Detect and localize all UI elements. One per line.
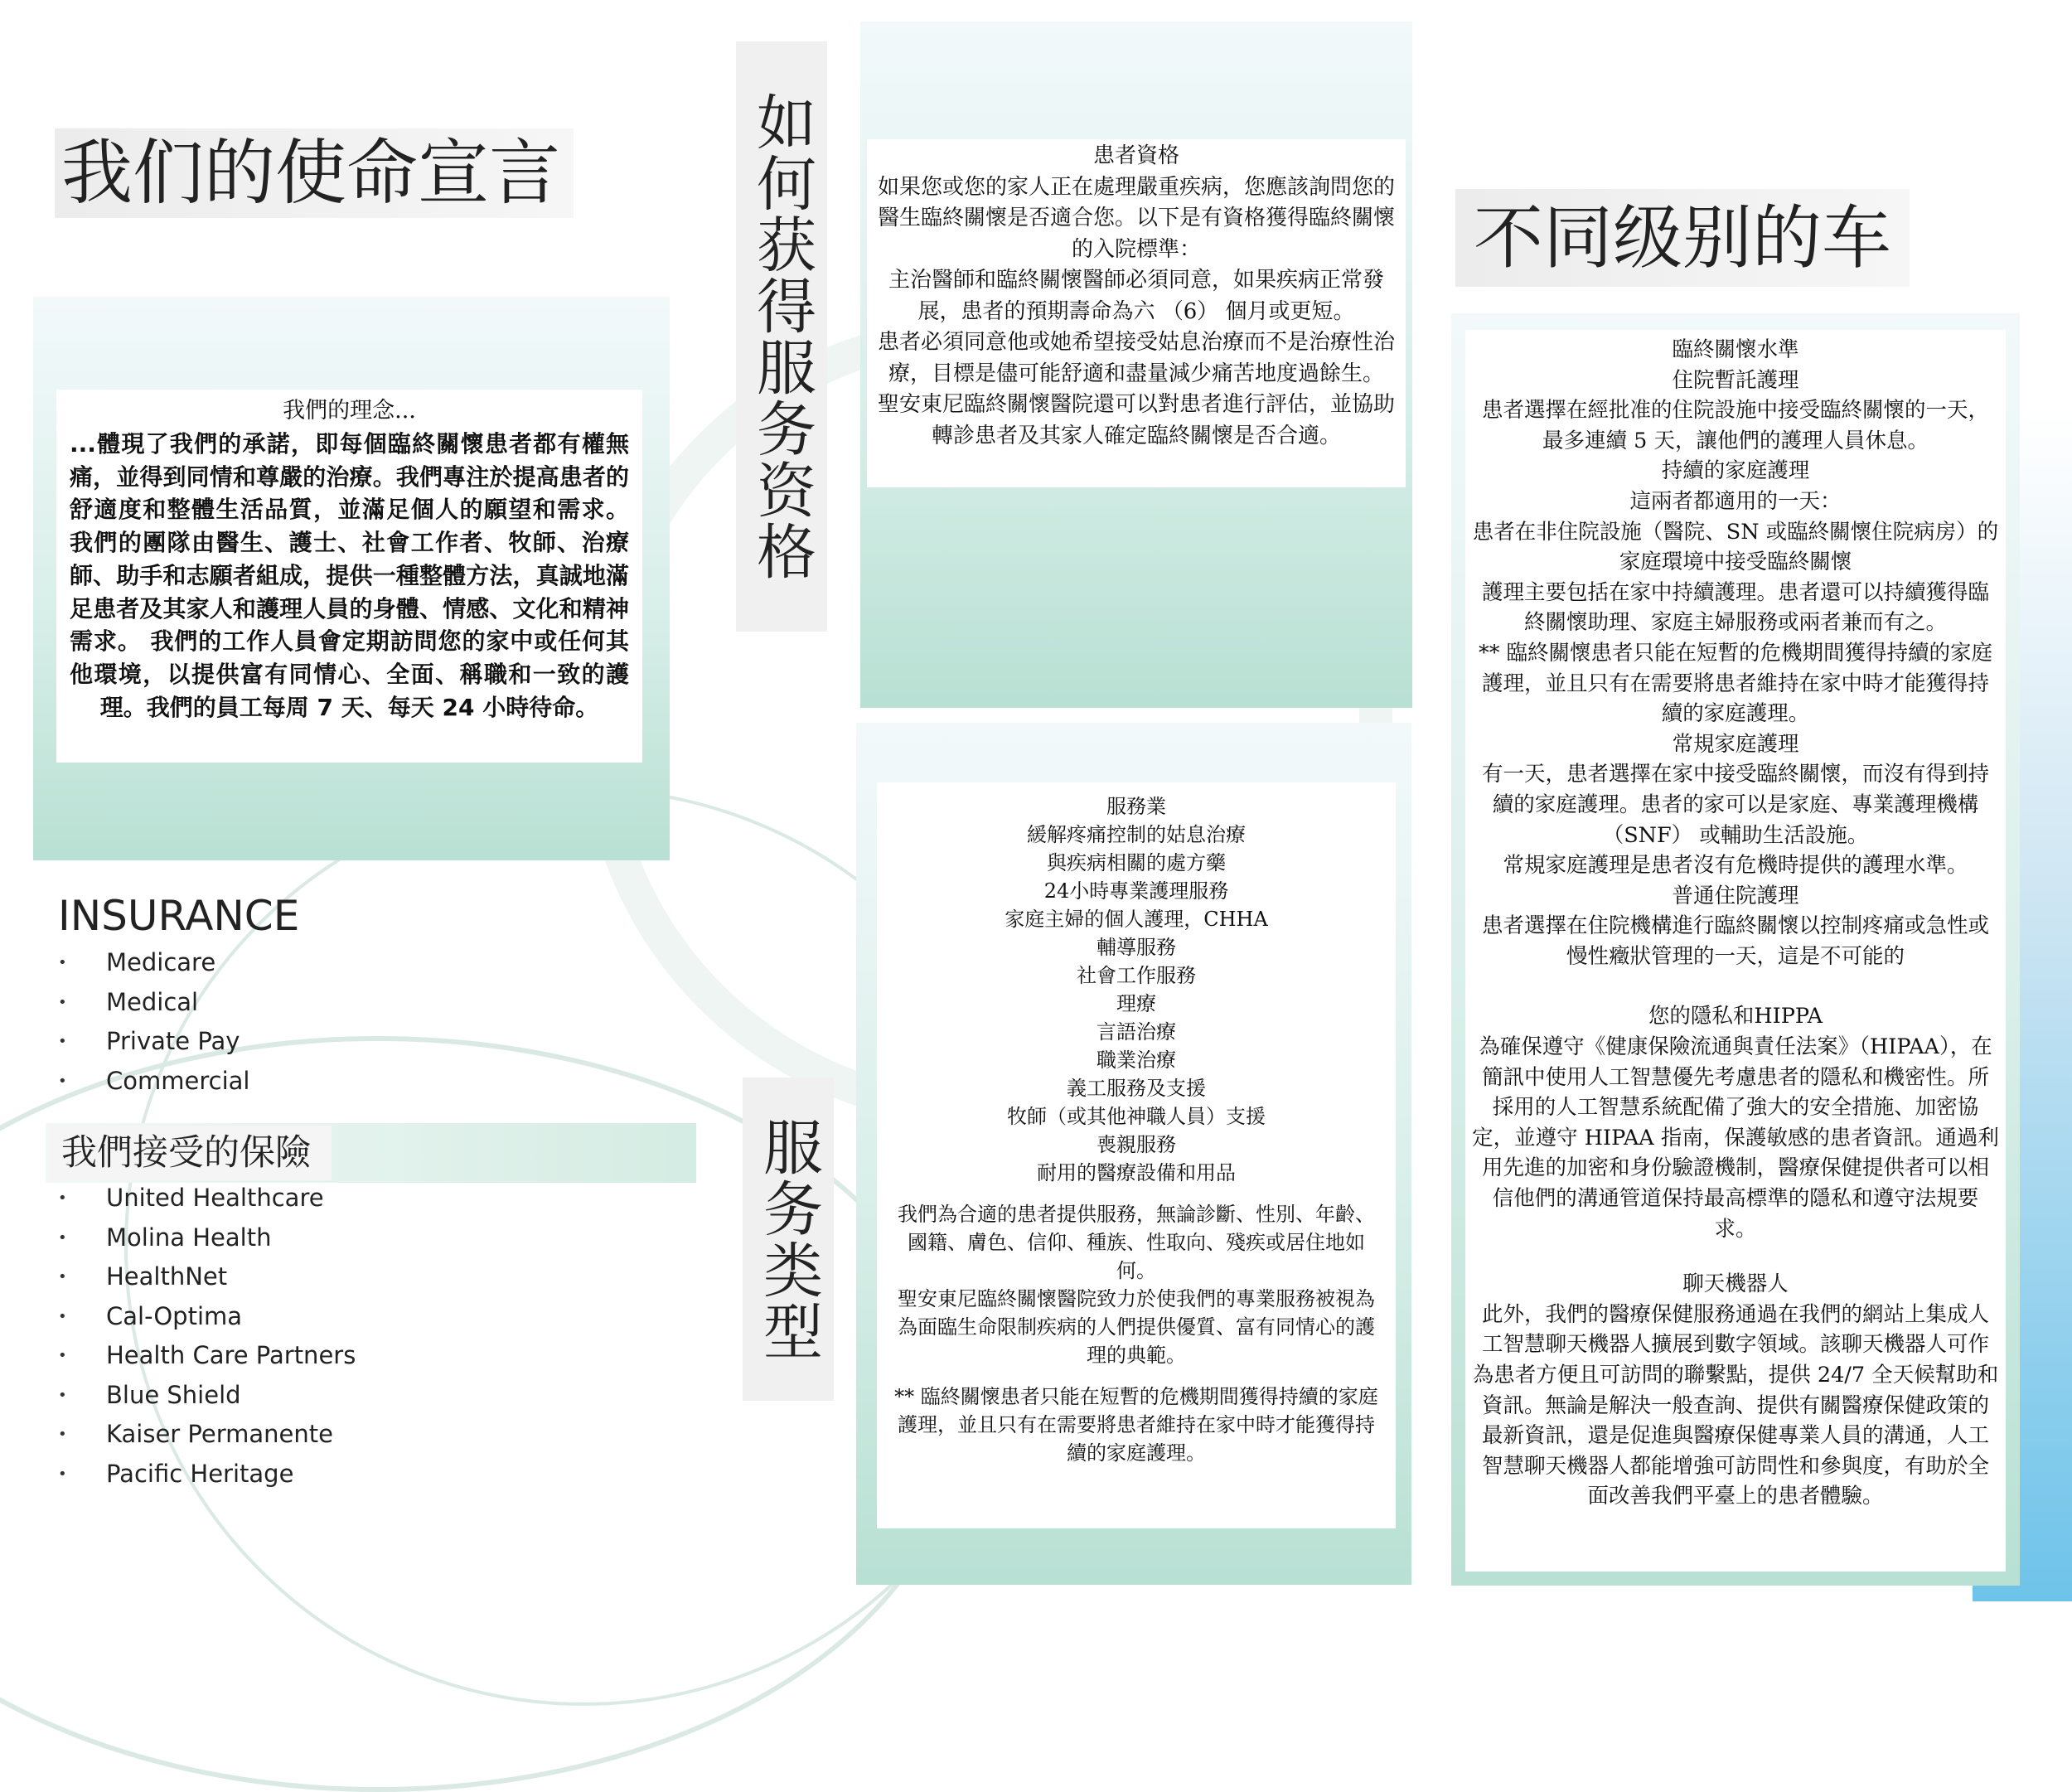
service-item: 緩解疼痛控制的姑息治療: [1027, 823, 1246, 846]
insurance-item: • Medical: [58, 983, 249, 1023]
service-item: 言語治療: [1097, 1020, 1176, 1044]
routine-title: 常規家庭護理: [1672, 731, 1799, 757]
insurance-item: • Medicare: [58, 943, 249, 983]
respite-title: 住院暫託護理: [1672, 367, 1799, 393]
mission-title: 我们的使命宣言: [55, 128, 574, 218]
chatbot-title: 聊天機器人: [1682, 1271, 1789, 1297]
mission-body: ...體現了我們的承諾，即每個臨終關懷患者都有權無痛，並得到同情和尊嚴的治療。我們專注於提高患者的舒適度和整體生活品質，並滿足個人的願望和需求。 我們的團隊由醫生、護士、社會工作者、牧師、治療師、助手和志願者組成，提供一種整體方法，真誠地滿足患者及其家人和護理人員的身體、情感、文化和精神需求。 我們的工作人員會定期訪問您的家中或任何其他環境，以提供富有同情心、全面、稱職和一致的護理。我們的員工每周 7 天、每天 24 小時待命。: [70, 430, 629, 721]
chatbot-body: 此外，我們的醫療保健服務通過在我們的網站上集成人工智慧聊天機器人擴展到數字領域。該聊天機器人可作為患者方便且可訪問的聯繫點，提供 24/7 全天候幫助和資訊。無論是解決一般查詢、提供有關醫療保健政策的最新資訊，還是促進與醫療保健專業人員的溝通，人工智慧聊天機器人都能增強可訪問性和參與度，有助於全面改善我們平臺上的患者體驗。: [1472, 1301, 1999, 1509]
accepted-insurance-item: • Health Care Partners: [58, 1336, 356, 1376]
levels-title: 不同级别的车: [1455, 189, 1910, 287]
eligibility-text: 如果您或您的家人正在處理嚴重疾病，您應該詢問您的醫生臨終關懷是否適合您。以下是有資格獲得臨終關懷的入院標準：: [877, 174, 1395, 262]
continuous-title: 持續的家庭護理: [1661, 458, 1810, 484]
mission-heading: 我們的理念...: [283, 398, 416, 424]
accepted-insurance-item: • United Healthcare: [58, 1179, 356, 1218]
levels-heading: 臨終關懷水準: [1672, 337, 1799, 362]
service-item: 理療: [1116, 992, 1156, 1015]
service-item: 24小時專業護理服務: [1043, 879, 1229, 903]
service-item: 牧師（或其他神職人員）支援: [1007, 1105, 1266, 1128]
service-item: 社會工作服務: [1077, 964, 1196, 987]
continuous-note: ** 臨終關懷患者只能在短暫的危機期間獲得持續的家庭護理，並且只有在需要將患者維持在家中時才能獲得持續的家庭護理。: [1478, 640, 1993, 727]
routine-body: 常規家庭護理是患者沒有危機時提供的護理水準。: [1503, 853, 1968, 879]
service-item: 義工服務及支援: [1067, 1077, 1206, 1100]
insurance-list: [58, 943, 249, 1101]
accepted-insurance-item: • Pacific Heritage: [58, 1455, 356, 1494]
services-text: 聖安東尼臨終關懷醫院致力於使我們的專業服務被視為為面臨生命限制疾病的人們提供優質、富有同情心的護理的典範。: [898, 1287, 1375, 1367]
levels-card: [1465, 330, 2006, 1572]
accepted-insurance-item: • Molina Health: [58, 1218, 356, 1258]
accepted-insurance-list: [58, 1179, 356, 1494]
services-text: 我們為合適的患者提供服務，無論診斷、性別、年齡、國籍、膚色、信仰、種族、性取向、殘疾或居住地如何。: [898, 1203, 1375, 1282]
inpatient-title: 普通住院護理: [1672, 883, 1799, 908]
eligibility-heading: 患者資格: [1092, 143, 1179, 168]
services-note: ** 臨終關懷患者只能在短暫的危機期間獲得持續的家庭護理，並且只有在需要將患者維持在家中時才能獲得持續的家庭護理。: [894, 1385, 1378, 1465]
eligibility-card: [867, 139, 1406, 487]
eligibility-text: 主治醫師和臨終關懷醫師必須同意，如果疾病正常發展，患者的預期壽命為六 （6） 個月或更短。: [888, 268, 1384, 324]
service-item: 喪親服務: [1097, 1133, 1176, 1156]
routine-body: 有一天，患者選擇在家中接受臨終關懷，而沒有得到持續的家庭護理。患者的家可以是家庭、專業護理機構 （SNF） 或輔助生活設施。: [1481, 762, 1989, 848]
inpatient-body: 患者選擇在住院機構進行臨終關懷以控制疼痛或急性或慢性癥狀管理的一天，這是不可能的: [1481, 913, 1989, 969]
insurance-item: • Private Pay: [58, 1022, 249, 1062]
service-item: 職業治療: [1097, 1049, 1176, 1072]
service-item: 輔導服務: [1097, 936, 1176, 959]
privacy-title: 您的隱私和HIPPA: [1648, 1004, 1823, 1029]
eligibility-text: 患者必須同意他或她希望接受姑息治療而不是治療性治療，目標是儘可能舒適和盡量減少痛苦地度過餘生。: [877, 330, 1395, 386]
privacy-body: 為確保遵守《健康保險流通與責任法案》（HIPAA），在簡訊中使用人工智慧優先考慮患者的隱私和機密性。所採用的人工智慧系統配備了強大的安全措施、加密協定，並遵守 HIPAA 指南，保護敏感的患者資訊。通過利用先進的加密和身份驗證機制，醫療保健提供者可以相信他們的溝通管道保持最高標準的隱私和遵守法規要求。: [1472, 1034, 1999, 1242]
insurance-item: • Commercial: [58, 1062, 249, 1102]
accepted-insurance-item: • Kaiser Permanente: [58, 1415, 356, 1455]
accepted-insurance-item: • Blue Shield: [58, 1376, 356, 1416]
continuous-body: 護理主要包括在家中持續護理。患者還可以持續獲得臨終關懷助理、家庭主婦服務或兩者兼而有之。: [1481, 579, 1989, 636]
accepted-insurance-item: • HealthNet: [58, 1257, 356, 1297]
continuous-sub: 這兩者都適用的一天：: [1629, 488, 1842, 514]
services-heading: 服務業: [1106, 795, 1166, 818]
service-item: 家庭主婦的個人護理，CHHA: [1005, 908, 1268, 931]
service-item: 與疾病相關的處方藥: [1047, 851, 1226, 874]
respite-body: 患者選擇在經批准的住院設施中接受臨終關懷的一天，最多連續 5 天，讓他們的護理人員休息。: [1481, 398, 1989, 453]
services-vertical-title: 服务类型: [743, 1078, 834, 1401]
mission-card: [56, 390, 642, 763]
accepted-insurance-item: • Cal-Optima: [58, 1297, 356, 1337]
services-card: [877, 782, 1396, 1528]
insurance-title: INSURANCE: [58, 892, 300, 940]
continuous-body: 患者在非住院設施（醫院、SN 或臨終關懷住院病房）的家庭環境中接受臨終關懷: [1472, 519, 1999, 575]
eligibility-text: 聖安東尼臨終關懷醫院還可以對患者進行評估，並協助轉診患者及其家人確定臨終關懷是否合適。: [877, 392, 1395, 448]
accepted-insurance-title: 我們接受的保險: [50, 1126, 332, 1180]
service-item: 耐用的醫療設備和用品: [1037, 1161, 1236, 1184]
eligibility-vertical-title: 如何获得服务资格: [736, 41, 827, 632]
